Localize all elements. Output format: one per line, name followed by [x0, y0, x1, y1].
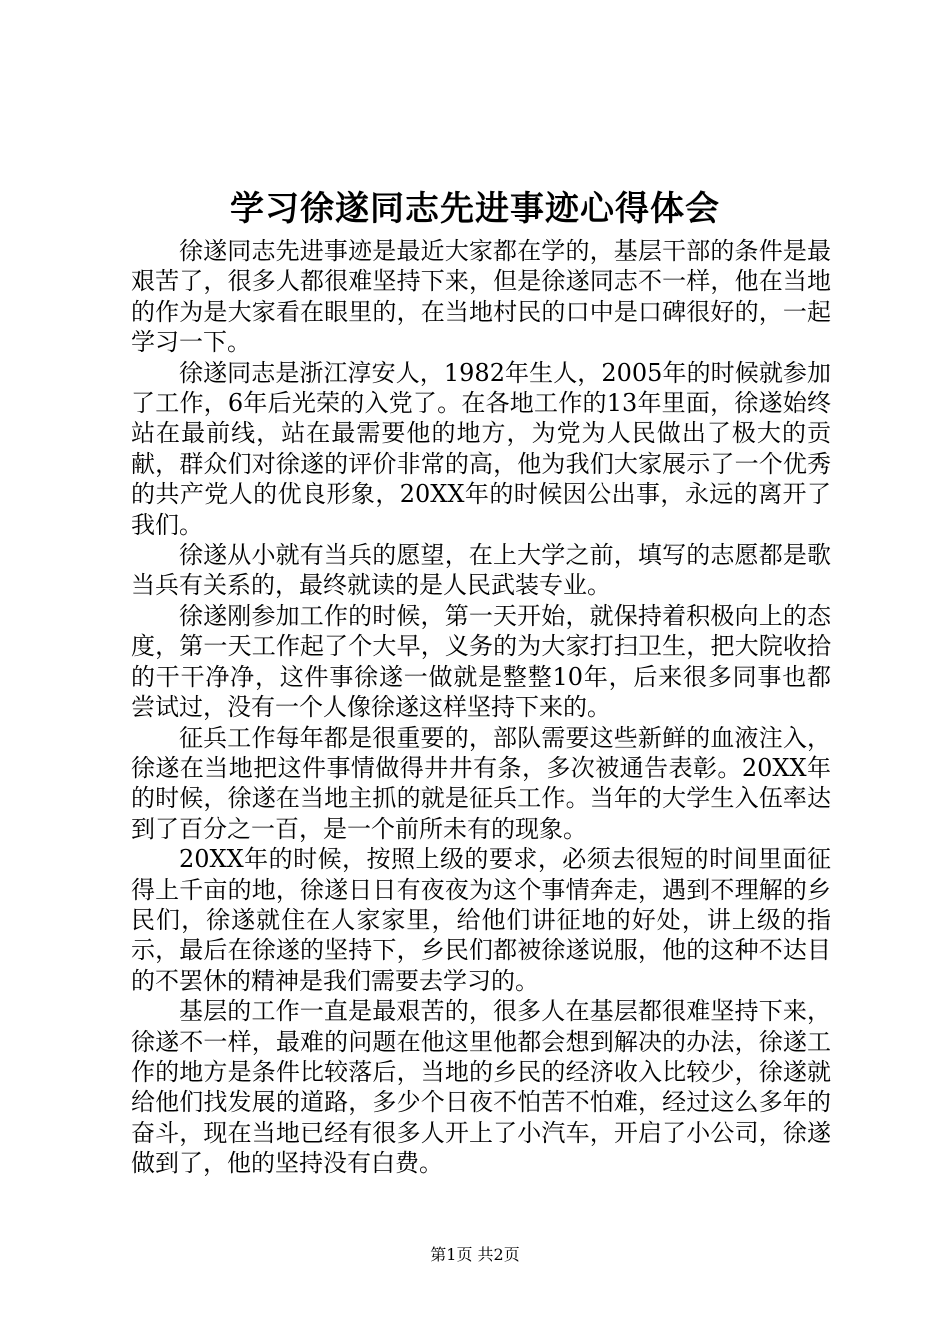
document-title: 学习徐遂同志先进事迹心得体会 — [230, 189, 720, 229]
page-footer: 第1页 共2页 — [430, 1245, 520, 1264]
paragraph: 20XX年的时候，按照上级的要求，必须去很短的时间里面征得上千亩的地，徐遂日日有夜夜为这个事情奔走，遇到不理解的乡民们，徐遂就住在人家家里，给他们讲征地的好处，讲上级的指示，最后在徐遂的坚持下，乡民们都被徐遂说服，他的这种不达目的不罢休的精神是我们需要去学习的。 — [131, 845, 831, 995]
paragraph: 徐遂刚参加工作的时候，第一天开始，就保持着积极向上的态度，第一天工作起了个大早，义务的为大家打扫卫生，把大院收拾的干干净净，这件事徐遂一做就是整整10年，后来很多同事也都尝试过，没有一个人像徐遂这样坚持下来的。 — [131, 601, 831, 722]
paragraph: 基层的工作一直是最艰苦的，很多人在基层都很难坚持下来，徐遂不一样，最难的问题在他这里他都会想到解决的办法，徐遂工作的地方是条件比较落后，当地的乡民的经济收入比较少，徐遂就给他们找发展的道路，多少个日夜不怕苦不怕难，经过这么多年的奋斗，现在当地已经有很多人开上了小汽车，开启了小公司，徐遂做到了，他的坚持没有白费。 — [131, 997, 831, 1178]
document-body — [131, 236, 831, 1179]
paragraph: 徐遂从小就有当兵的愿望，在上大学之前，填写的志愿都是歌当兵有关系的，最终就读的是人民武装专业。 — [131, 541, 831, 600]
paragraph: 徐遂同志先进事迹是最近大家都在学的，基层干部的条件是最艰苦了，很多人都很难坚持下来，但是徐遂同志不一样，他在当地的作为是大家看在眼里的，在当地村民的口中是口碑很好的，一起学习一下。 — [131, 237, 831, 357]
paragraph: 征兵工作每年都是很重要的，部队需要这些新鲜的血液注入，徐遂在当地把这件事情做得井井有条，多次被通告表彰。20XX年的时候，徐遂在当地主抓的就是征兵工作。当年的大学生入伍率达到了百分之一百，是一个前所未有的现象。 — [131, 723, 831, 843]
paragraph: 徐遂同志是浙江淳安人，1982年生人，2005年的时候就参加了工作，6年后光荣的入党了。在各地工作的13年里面，徐遂始终站在最前线，站在最需要他的地方，为党为人民做出了极大的贡献，群众们对徐遂的评价非常的高，他为我们大家展示了一个优秀的共产党人的优良形象，20XX年的时候因公出事，永远的离开了我们。 — [131, 358, 831, 539]
